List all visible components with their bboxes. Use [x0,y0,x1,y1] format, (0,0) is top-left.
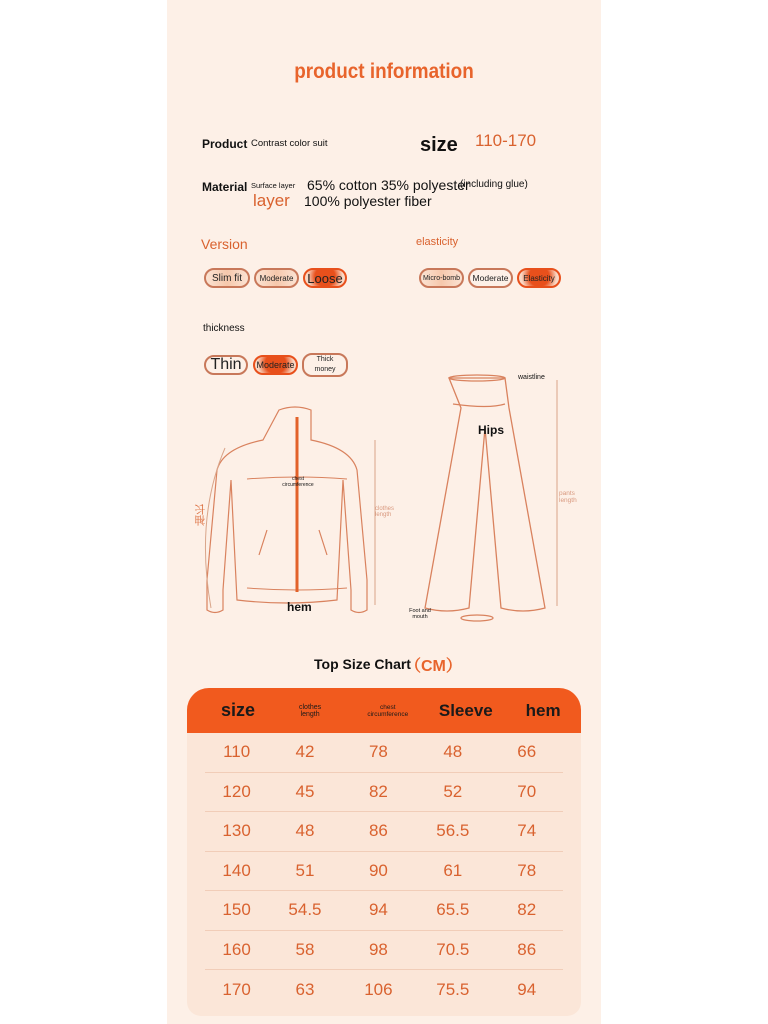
table-cell: 130 [222,821,251,841]
sleeve-length-label: 袖长 [195,504,207,526]
table-cell: 98 [368,939,388,959]
table-cell: 70.5 [436,939,470,959]
size-chart-unit: （CM） [405,658,462,675]
table-cell: 78 [517,860,537,880]
thickness-option-thick-money: Thick money [302,353,348,377]
table-cell: 140 [222,860,251,880]
table-cell: 48 [443,742,463,762]
header-hem: hem [525,700,561,720]
version-label: Version [201,236,248,252]
hips-label: Hips [478,423,505,437]
table-cell: 120 [222,781,251,801]
table-body [187,733,581,1010]
material-label: Material [202,180,248,194]
page-title: product information [294,60,474,83]
surface-layer-value: 65% cotton 35% polyester [307,177,470,193]
clothes-length-label: clothes length [375,506,395,518]
table-cell: 48 [295,821,315,841]
table-cell: 74 [517,821,537,841]
size-chart-title: Top Size Chart [314,656,411,672]
sleeve-length-line [205,448,225,608]
product-value: Contrast color suit [251,138,328,149]
thickness-option-moderate: Moderate [253,355,298,375]
elasticity-option-elasticity: Elasticity [517,268,561,288]
table-row [205,852,563,892]
surface-layer-note: (including glue) [460,179,528,190]
table-row [205,773,563,813]
table-cell: 94 [368,900,388,920]
version-option-loose: Loose [303,268,347,288]
table-cell: 110 [223,742,251,762]
elasticity-label: elasticity [416,236,459,248]
table-cell: 66 [517,742,537,762]
thickness-option-thin: Thin [204,355,248,375]
garment-diagram [167,370,601,630]
waistline-label: waistline [518,374,545,381]
table-cell: 45 [295,781,315,801]
table-row [205,733,563,773]
table-cell: 86 [517,939,537,959]
hem-label: hem [287,600,312,614]
size-label: size [420,134,458,156]
elasticity-option-micro-bomb: Micro-bomb [419,268,464,288]
table-cell: 75.5 [436,979,470,999]
table-cell: 82 [517,900,537,920]
table-cell: 86 [368,821,388,841]
table-row [205,812,563,852]
header-sleeve: Sleeve [438,700,493,720]
table-cell: 54.5 [288,900,322,920]
table-cell: 61 [443,860,463,880]
elasticity-option-moderate: Moderate [468,268,513,288]
header-size: size [221,700,256,720]
table-cell: 42 [295,742,315,762]
table-cell: 70 [517,781,537,801]
table-row [205,970,563,1010]
pants-length-label: pants length [559,490,577,504]
size-value: 110-170 [475,131,537,150]
table-cell: 56.5 [436,821,470,841]
table-cell: 63 [295,979,315,999]
foot-mouth-label: Foot and mouth [409,608,431,620]
product-label: Product [202,137,248,151]
table-row [205,931,563,971]
table-cell: 82 [368,781,388,801]
table-cell: 78 [368,742,388,762]
product-info-panel [167,0,601,1024]
table-row [205,891,563,931]
table-cell: 65.5 [436,900,470,920]
table-cell: 90 [368,860,388,880]
pants-outline-icon [425,375,545,621]
table-cell: 52 [443,781,463,801]
version-option-moderate: Moderate [254,268,299,288]
table-header [187,688,581,733]
table-cell: 58 [295,939,315,959]
table-cell: 94 [517,979,537,999]
table-cell: 106 [364,979,393,999]
table-cell: 170 [222,979,251,999]
surface-layer-label: Surface layer [251,181,296,190]
chest-circumference-label: chest circumference [282,476,314,488]
header-clothes-length: clothes length [299,703,322,718]
version-option-slim-fit: Slim fit [204,268,250,288]
thickness-label: thickness [203,323,245,334]
layer-value: 100% polyester fiber [304,193,432,209]
table-cell: 51 [295,860,315,880]
layer-label: layer [253,191,290,210]
header-chest-circumference: chest circumference [367,703,409,718]
table-cell: 160 [222,939,251,959]
jacket-outline-icon [207,407,367,613]
size-chart-table [187,688,581,1016]
table-cell: 150 [222,900,251,920]
